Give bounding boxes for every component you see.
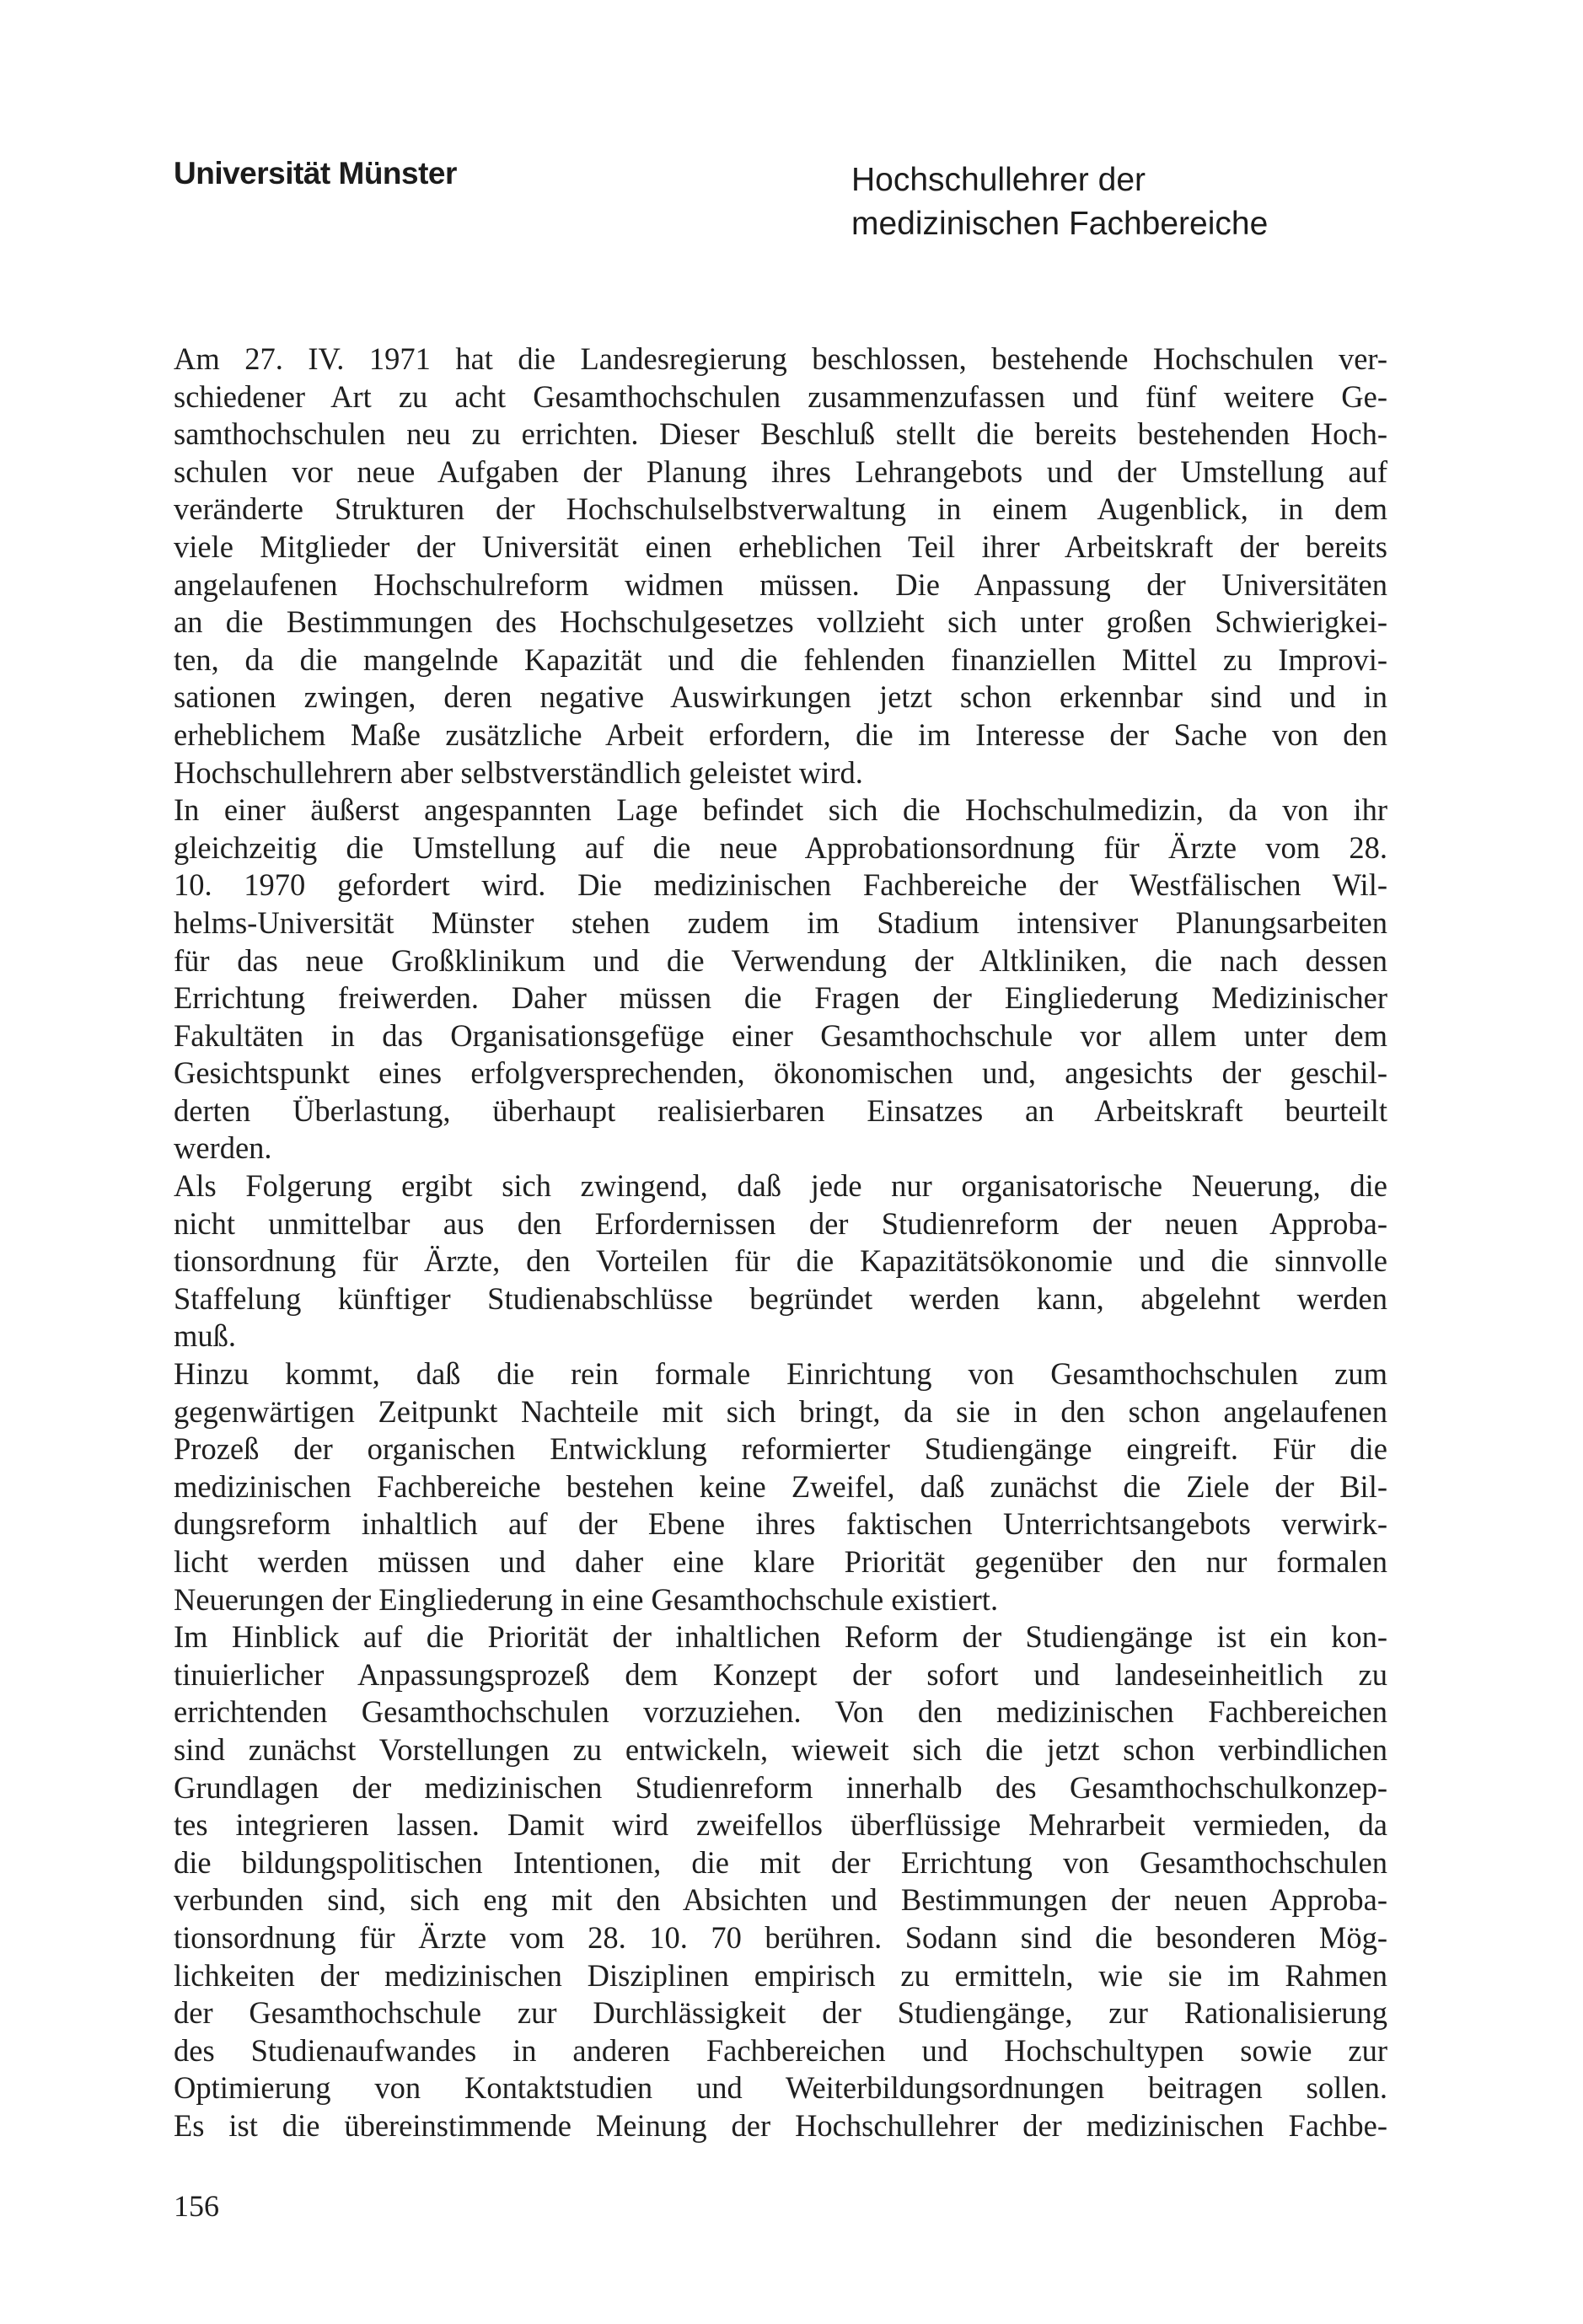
text-line: sationen zwingen, deren negative Auswirkungen jetzt schon erkennbar sind und in (174, 679, 1387, 715)
text-line: In einer äußerst angespannten Lage befindet sich die Hochschulmedizin, da von ihr (174, 792, 1387, 828)
text-line: angelaufenen Hochschulreform widmen müssen. Die Anpassung der Universitäten (174, 566, 1387, 602)
text-line: schiedener Art zu acht Gesamthochschulen zusammenzufassen und fünf weitere Ge- (174, 378, 1387, 414)
text-line: gleichzeitig die Umstellung auf die neue Approbationsordnung für Ärzte vom 28. (174, 829, 1387, 865)
text-line: werden. (174, 1130, 272, 1166)
text-line: 10. 1970 gefordert wird. Die medizinischen Fachbereiche der Westfälischen Wil- (174, 867, 1387, 903)
text-line: derten Überlastung, überhaupt realisierbaren Einsatzes an Arbeitskraft beurteilt (174, 1092, 1387, 1128)
text-line: des Studienaufwandes in anderen Fachbereichen und Hochschultypen sowie zur (174, 2032, 1387, 2068)
text-line: Fakultäten in das Organisationsgefüge einer Gesamthochschule vor allem unter dem (174, 1017, 1387, 1053)
text-line: an die Bestimmungen des Hochschulgesetzes vollzieht sich unter großen Schwierigkei- (174, 604, 1387, 640)
text-line: viele Mitglieder der Universität einen erheblichen Teil ihrer Arbeitskraft der bereits (174, 529, 1387, 564)
text-line: verbunden sind, sich eng mit den Absichten und Bestimmungen der neuen Approba- (174, 1882, 1387, 1918)
text-line: tionsordnung für Ärzte vom 28. 10. 70 berühren. Sodann sind die besonderen Mög- (174, 1919, 1387, 1955)
text-line: für das neue Großklinikum und die Verwendung der Altkliniken, die nach dessen (174, 942, 1387, 978)
text-line: die bildungspolitischen Intentionen, die mit der Errichtung von Gesamthochschulen (174, 1844, 1387, 1880)
text-line: Errichtung freiwerden. Daher müssen die Fragen der Eingliederung Medizinischer (174, 980, 1387, 1016)
text-line: licht werden müssen und daher eine klare Priorität gegenüber den nur formalen (174, 1544, 1387, 1579)
text-line: schulen vor neue Aufgaben der Planung ihres Lehrangebots und der Umstellung auf (174, 454, 1387, 489)
text-line: Im Hinblick auf die Priorität der inhaltlichen Reform der Studiengänge ist ein kon- (174, 1619, 1387, 1655)
text-line: medizinischen Fachbereiche bestehen keine Zweifel, daß zunächst die Ziele der Bil- (174, 1468, 1387, 1504)
text-line: lichkeiten der medizinischen Disziplinen empirisch zu ermitteln, wie sie im Rahmen (174, 1957, 1387, 1993)
text-line: Prozeß der organischen Entwicklung reformierter Studiengänge eingreift. Für die (174, 1431, 1387, 1467)
text-line: Es ist die übereinstimmende Meinung der Hochschullehrer der medizinischen Fachbe- (174, 2107, 1387, 2143)
text-line: der Gesamthochschule zur Durchlässigkeit der Studiengänge, zur Rationalisierung (174, 1995, 1387, 2031)
text-line: Hochschullehrern aber selbstverständlich geleistet wird. (174, 754, 863, 790)
section-title-line-1: Hochschullehrer der (851, 162, 1146, 198)
text-line: Am 27. IV. 1971 hat die Landesregierung beschlossen, bestehende Hochschulen ver- (174, 341, 1387, 376)
text-line: gegenwärtigen Zeitpunkt Nachteile mit sich bringt, da sie in den schon angelaufenen (174, 1393, 1387, 1429)
text-line: ten, da die mangelnde Kapazität und die fehlenden finanziellen Mittel zu Improvi- (174, 641, 1387, 677)
text-line: Staffelung künftiger Studienabschlüsse begründet werden kann, abgelehnt werden (174, 1280, 1387, 1316)
university-heading: Universität Münster (174, 156, 457, 191)
section-title (851, 158, 1268, 246)
text-line: Gesichtspunkt eines erfolgversprechenden, ökonomischen und, angesichts der geschil- (174, 1055, 1387, 1091)
text-line: Grundlagen der medizinischen Studienreform innerhalb des Gesamthochschulkonzep- (174, 1769, 1387, 1805)
text-line: muß. (174, 1318, 237, 1354)
text-line: Hinzu kommt, daß die rein formale Einrichtung von Gesamthochschulen zum (174, 1356, 1387, 1392)
text-line: helms-Universität Münster stehen zudem im Stadium intensiver Planungsarbeiten (174, 904, 1387, 940)
text-line: veränderte Strukturen der Hochschulselbstverwaltung in einem Augenblick, in dem (174, 491, 1387, 527)
text-line: tionsordnung für Ärzte, den Vorteilen für die Kapazitätsökonomie und die sinnvolle (174, 1243, 1387, 1279)
text-line: errichtenden Gesamthochschulen vorzuziehen. Von den medizinischen Fachbereichen (174, 1694, 1387, 1730)
section-title-line-2: medizinischen Fachbereiche (851, 206, 1269, 242)
text-line: tes integrieren lassen. Damit wird zweifellos überflüssige Mehrarbeit vermieden, da (174, 1807, 1387, 1843)
text-line: Optimierung von Kontaktstudien und Weiterbildungsordnungen beitragen sollen. (174, 2070, 1387, 2106)
text-line: Neuerungen der Eingliederung in eine Gesamthochschule existiert. (174, 1581, 999, 1617)
body-text (174, 341, 1387, 2145)
text-line: Als Folgerung ergibt sich zwingend, daß jede nur organisatorische Neuerung, die (174, 1168, 1387, 1204)
page-number: 156 (174, 2189, 219, 2223)
text-line: sind zunächst Vorstellungen zu entwickeln, wieweit sich die jetzt schon verbindlichen (174, 1731, 1387, 1767)
text-line: dungsreform inhaltlich auf der Ebene ihres faktischen Unterrichtsangebots verwirk- (174, 1506, 1387, 1542)
text-line: samthochschulen neu zu errichten. Dieser Beschluß stellt die bereits bestehenden Hoch- (174, 416, 1387, 452)
text-line: tinuierlicher Anpassungsprozeß dem Konzept der sofort und landeseinheitlich zu (174, 1656, 1387, 1692)
text-line: erheblichem Maße zusätzliche Arbeit erfordern, die im Interesse der Sache von den (174, 717, 1387, 752)
text-line: nicht unmittelbar aus den Erfordernissen der Studienreform der neuen Approba- (174, 1205, 1387, 1241)
